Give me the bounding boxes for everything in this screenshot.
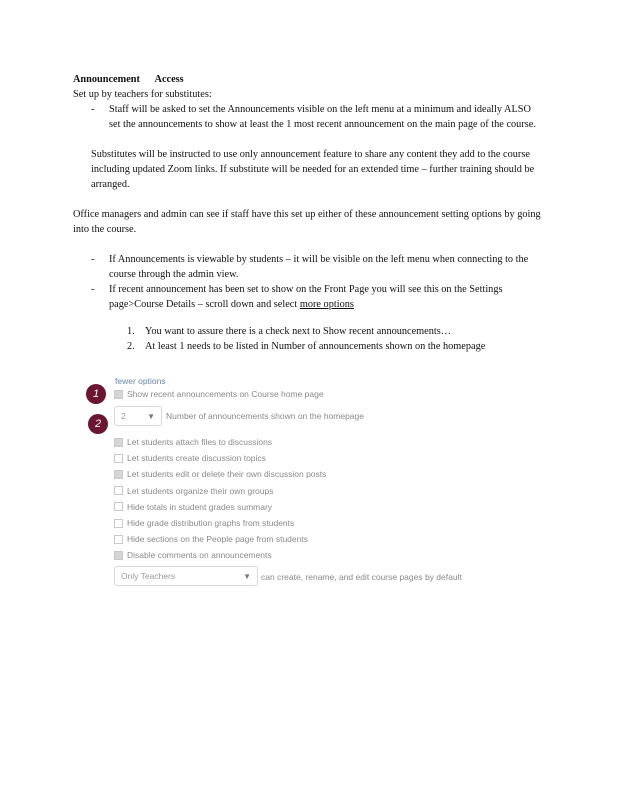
pages-permission-label: can create, rename, and edit course pages by default — [261, 572, 462, 582]
heading-word-2: Access — [154, 74, 184, 85]
dash-bullet: - — [91, 284, 95, 295]
callout-badge-1: 1 — [86, 384, 106, 404]
option-row[interactable] — [114, 533, 308, 545]
option-checkbox[interactable] — [114, 486, 123, 495]
numbered-list — [73, 324, 543, 354]
option-label: Hide grade distribution graphs from students — [127, 518, 295, 528]
option-checkbox[interactable] — [114, 551, 123, 560]
show-recent-checkbox[interactable] — [114, 390, 123, 399]
section-heading — [73, 72, 543, 87]
dash-bullet: - — [91, 254, 95, 265]
num-announcements-select[interactable]: 2 ▼ — [114, 406, 162, 426]
callout-badge-2: 2 — [88, 414, 108, 434]
option-row[interactable] — [114, 485, 273, 497]
option-row[interactable] — [114, 549, 272, 561]
option-label: Let students attach files to discussions — [127, 437, 273, 447]
option-row[interactable] — [114, 452, 266, 464]
option-checkbox[interactable] — [114, 535, 123, 544]
option-checkbox[interactable] — [114, 519, 123, 528]
heading-word-1: Announcement — [73, 74, 140, 85]
option-checkbox[interactable] — [114, 438, 123, 447]
option-label: Let students organize their own groups — [127, 485, 274, 496]
document-body — [73, 72, 543, 354]
list-item: 2. At least 1 needs to be listed in Number of announcements shown on the homepage — [127, 341, 486, 352]
office-list — [73, 252, 543, 312]
option-checkbox[interactable] — [114, 470, 123, 479]
option-row[interactable] — [114, 501, 272, 513]
intro-line: Set up by teachers for substitutes: — [73, 89, 212, 100]
settings-screenshot — [86, 372, 506, 592]
fewer-options-link[interactable]: fewer options — [115, 376, 166, 386]
option-label: Disable comments on announcements — [127, 550, 272, 561]
option-row[interactable] — [114, 468, 326, 480]
pages-permission-select[interactable]: Only Teachers ▼ — [114, 566, 258, 586]
list-item: 1. You want to assure there is a check next to Show recent announcements… — [127, 326, 452, 337]
num-announcements-label: Number of announcements shown on the homepage — [166, 411, 364, 421]
list-item: - If recent announcement has been set to show on the Front Page you will see this on the Settings page>Course Details – scroll down and select more options — [91, 284, 503, 310]
substitute-item: Substitutes will be instructed to use only announcement feature to share any content they add to the course including updated Zoom links. If substitute will be needed for an extended time – further training should be arranged. — [91, 149, 535, 190]
option-checkbox[interactable] — [114, 454, 123, 463]
dash-bullet: - — [91, 104, 95, 115]
list-item: - Staff will be asked to set the Announcements visible on the left menu at a minimum and ideally ALSO set the announcements to show at least the 1 most recent announcement on the main page of the course. — [91, 104, 536, 130]
list-item: - If Announcements is viewable by students – it will be visible on the left menu when connecting to the course through the admin view. — [91, 254, 529, 280]
chevron-down-icon: ▼ — [243, 571, 251, 581]
option-checkbox[interactable] — [114, 502, 123, 511]
chevron-down-icon: ▼ — [147, 411, 155, 421]
option-label: Hide sections on the People page from students — [127, 534, 308, 545]
show-recent-row[interactable]: Show recent announcements on Course home page — [114, 388, 324, 400]
option-row[interactable] — [114, 436, 272, 448]
option-label: Hide totals in student grades summary — [127, 501, 273, 512]
office-paragraph: Office managers and admin can see if staff have this set up either of these announcement setting options by going into the course. — [73, 209, 541, 235]
option-label: Let students edit or delete their own discussion posts — [127, 469, 327, 480]
option-row[interactable] — [114, 517, 294, 529]
more-options-link[interactable]: more options — [299, 299, 354, 310]
option-label: Let students create discussion topics — [127, 453, 266, 464]
teacher-list — [73, 102, 543, 132]
